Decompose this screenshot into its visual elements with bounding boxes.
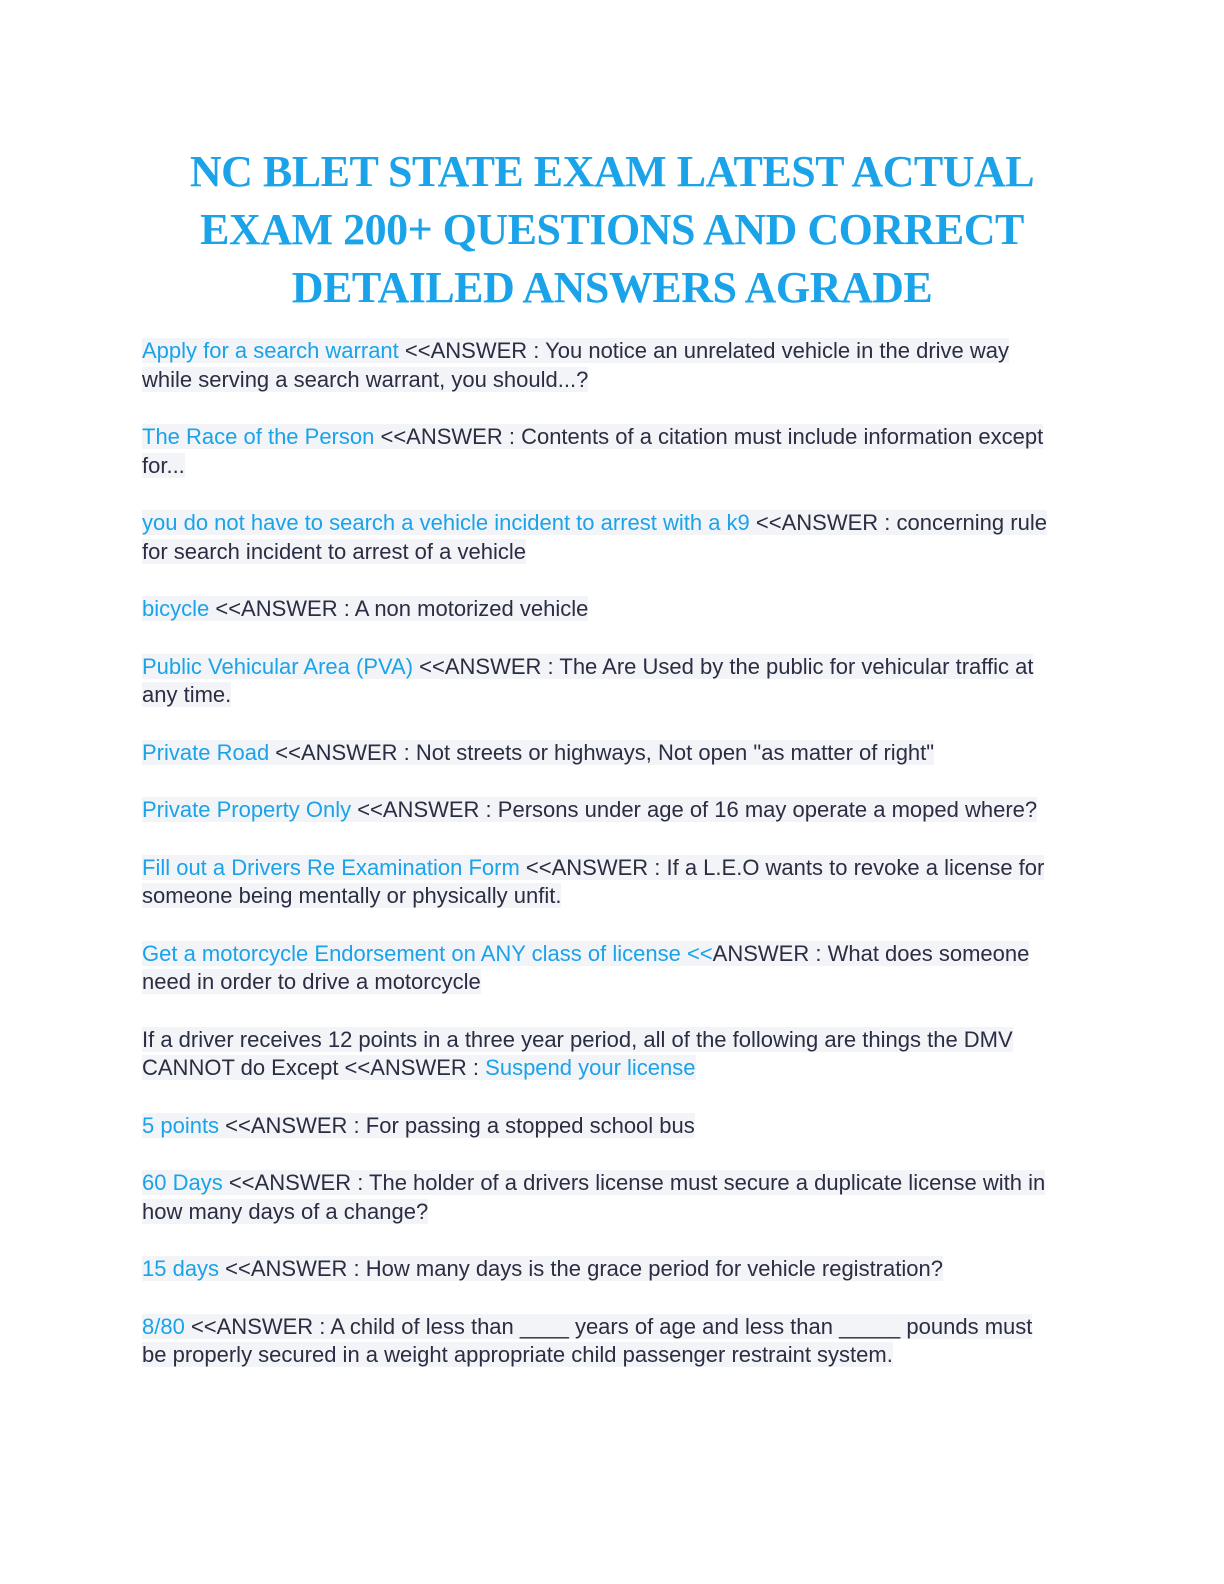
qa-question: If a L.E.O wants to revoke a license for someone being mentally or physically unfit.	[142, 854, 1045, 908]
qa-separator: <<ANSWER :	[269, 739, 416, 765]
qa-question: Contents of a citation must include information except for...	[142, 424, 1044, 478]
qa-separator: <<ANSWER :	[209, 596, 355, 621]
qa-item	[142, 854, 1062, 911]
qa-separator: <<ANSWER :	[219, 1112, 366, 1138]
qa-item	[142, 1313, 1062, 1370]
title-line-3: DETAILED ANSWERS AGRADE	[291, 263, 933, 312]
qa-item	[142, 423, 1062, 480]
qa-question: Not streets or highways, Not open "as matter of right"	[415, 739, 935, 765]
qa-answer: 5 points	[142, 1112, 220, 1138]
qa-item	[142, 1026, 1062, 1083]
qa-answer: bicycle	[142, 596, 210, 621]
qa-item	[142, 940, 1062, 997]
qa-item	[142, 1112, 1062, 1141]
qa-item	[142, 1169, 1062, 1226]
qa-separator: ANSWER :	[712, 940, 828, 966]
qa-item	[142, 595, 1062, 624]
qa-question: For passing a stopped school bus	[365, 1112, 695, 1138]
title-line-2: EXAM 200+ QUESTIONS AND CORRECT	[200, 205, 1024, 254]
qa-answer: Get a motorcycle Endorsement on ANY class of license <<	[142, 940, 713, 966]
document-title	[120, 143, 1104, 317]
qa-question: How many days is the grace period for vehicle registration?	[365, 1256, 943, 1281]
qa-answer: Apply for a search warrant	[142, 338, 399, 363]
qa-item	[142, 653, 1062, 710]
qa-question: The Are Used by the public for vehicular traffic at any time.	[142, 653, 1034, 707]
qa-answer: Private Property Only	[142, 797, 352, 822]
qa-question: concerning rule for search incident to arrest of a vehicle	[142, 510, 1047, 564]
qa-question: What does someone need in order to drive a motorcycle	[142, 940, 1030, 994]
qa-answer: 60 Days	[142, 1170, 223, 1195]
qa-separator: <<ANSWER :	[374, 424, 522, 449]
qa-separator: <<ANSWER :	[184, 1313, 331, 1339]
qa-separator: <<ANSWER :	[351, 797, 498, 822]
qa-answer: Fill out a Drivers Re Examination Form	[142, 854, 520, 880]
qa-answer: Suspend your license	[485, 1055, 696, 1080]
qa-question: If a driver receives 12 points in a three year period, all of the following are things the DMV CANNOT do Except <<ANSWER :	[142, 1026, 1013, 1080]
qa-question: The holder of a drivers license must secure a duplicate license with in how many days of a change?	[142, 1170, 1046, 1224]
qa-answer: The Race of the Person	[142, 424, 375, 449]
qa-separator: <<ANSWER :	[222, 1170, 370, 1195]
qa-list	[142, 337, 1062, 1399]
qa-separator: <<ANSWER :	[749, 510, 897, 535]
qa-question: A non motorized vehicle	[354, 596, 589, 621]
qa-answer: Private Road	[142, 739, 270, 765]
qa-question: Persons under age of 16 may operate a moped where?	[497, 797, 1038, 822]
qa-separator: <<ANSWER :	[413, 653, 560, 679]
qa-separator: <<ANSWER :	[398, 338, 546, 363]
qa-answer: 15 days	[142, 1256, 220, 1281]
title-line-1: NC BLET STATE EXAM LATEST ACTUAL	[189, 147, 1035, 196]
qa-item	[142, 337, 1062, 394]
qa-question: A child of less than ____ years of age and less than _____ pounds must be properly secured in a weight appropriate child passenger restraint system.	[142, 1313, 1033, 1367]
qa-separator: <<ANSWER :	[219, 1256, 366, 1281]
qa-answer: Public Vehicular Area (PVA)	[142, 653, 414, 679]
qa-item	[142, 739, 1062, 768]
qa-question: You notice an unrelated vehicle in the drive way while serving a search warrant, you should...?	[142, 338, 1010, 392]
qa-separator: <<ANSWER :	[519, 854, 667, 880]
qa-item	[142, 1255, 1062, 1284]
qa-item	[142, 509, 1062, 566]
qa-answer: you do not have to search a vehicle incident to arrest with a k9	[142, 510, 750, 535]
qa-item	[142, 796, 1062, 825]
qa-answer: 8/80	[142, 1313, 185, 1339]
